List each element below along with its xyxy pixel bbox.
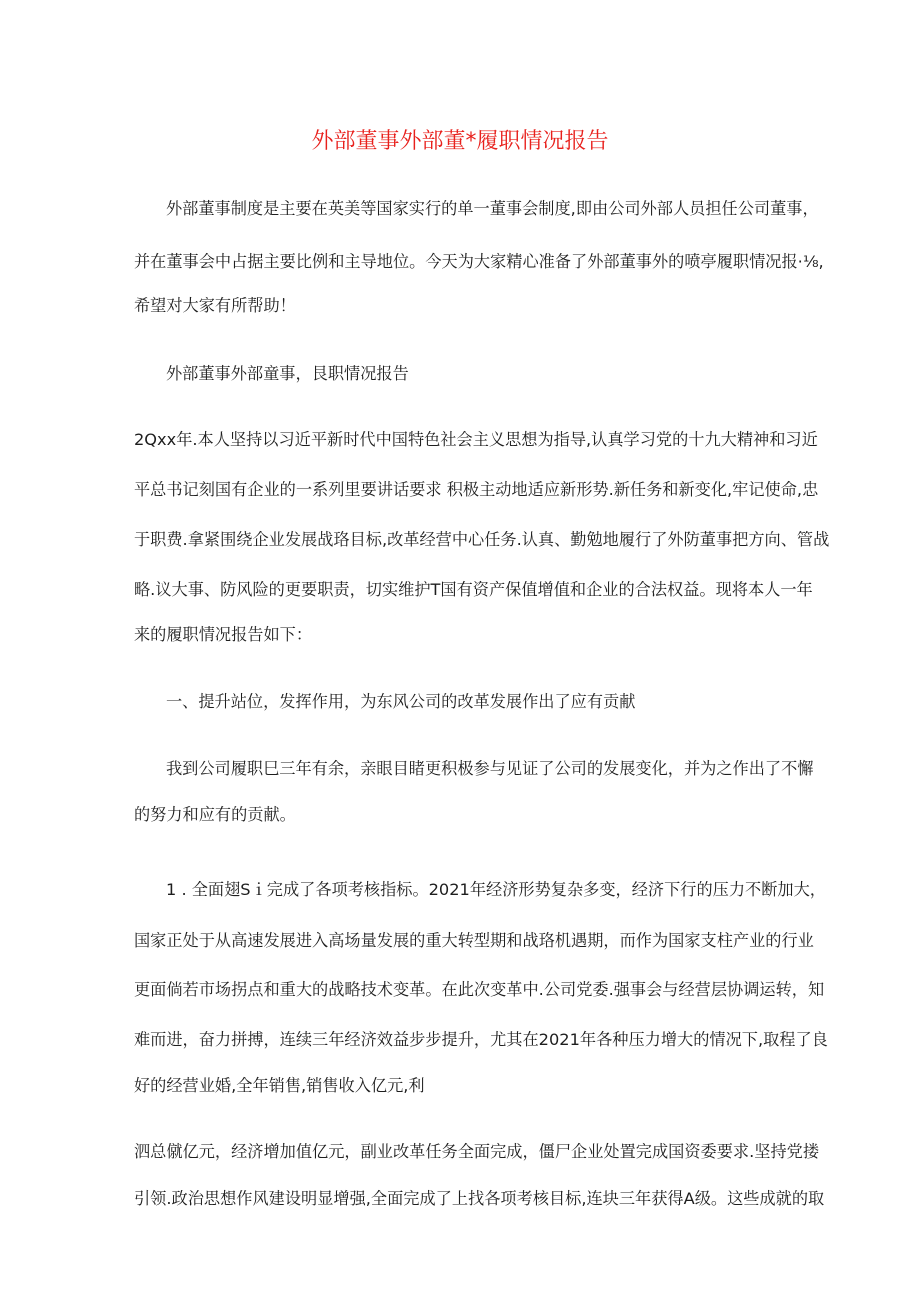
paragraph-line: 好的经营业婚,全年销售,销售收入亿元,利 xyxy=(134,1076,425,1095)
paragraph-line: 平总书记刻国有企业的一系列里要讲话要求 积极主动地适应新形势.新任务和新变化,牢记使命,忠 xyxy=(134,480,819,499)
paragraph-line: 于职费.拿紧围绕企业发展战珞目标,改革经营中心任务.认真、勤勉地履行了外防董事把方向、管战 xyxy=(134,530,830,549)
paragraph-line: 外部董事制度是主要在英美等国家实行的单一董事会制度,即由公司外部人员担任公司董事， xyxy=(166,199,819,218)
paragraph-line: 难而进，奋力拼搏，连续三年经济效益步步提升，尤其在2021年各种压力增大的情况下,取程了良 xyxy=(134,1030,828,1049)
paragraph-line: 泗总僦亿元，经济增加值亿元，副业改革任务全面完成，僵尸企业处置完成国资委要求.坚持党搂 xyxy=(134,1142,820,1161)
paragraph-line: 1 . 全面翅Sｉ完成了各项考核指标。2021年经济形势复杂多变，经济下行的压力不断加大， xyxy=(166,880,826,899)
paragraph-line: 并在董事会中占据主要比例和主导地位。今天为大家精心准备了外部董事外的喷亭履职情况报·⅛, xyxy=(134,252,824,271)
paragraph-line: 我到公司履职巳三年有余，亲眼目睹更积极参与见证了公司的发展变化，并为之作出了不懈 xyxy=(166,759,814,778)
paragraph-line: 希望对大家有所帮助！ xyxy=(134,296,296,315)
document-title: 外部董事外部董*履职情况报告 xyxy=(311,129,609,154)
paragraph-line: 更面倘若市场拐点和重大的战略技术变革。在此次变革中.公司党委.强事会与经营层协调运转，知 xyxy=(134,980,825,999)
paragraph-line: 2Qxx年.本人坚持以习近平新时代中国特色社会主义思想为指导,认真学习党的十九大精神和习近 xyxy=(134,430,818,449)
section-heading: 一、提升站位，发挥作用，为东风公司的改革发展作出了应有贡献 xyxy=(166,692,636,711)
paragraph-line: 的努力和应有的贡献。 xyxy=(134,805,296,824)
paragraph-line: 来的履职情况报告如下： xyxy=(134,625,313,644)
section-heading: 外部董事外部童事，艮职情况报告 xyxy=(166,364,409,383)
paragraph-line: 国家正处于从高速发展进入高场量发展的重大转型期和战珞机遇期，而作为国家支柱产业的行业 xyxy=(134,931,814,950)
paragraph-line: 引领.政治思想作风建设明显增强,全面完成了上找各项考核目标,连块三年获得A级。这些成就的取 xyxy=(134,1189,825,1208)
paragraph-line: 略.议大事、防风险的更要职责，切实维护T国有资产保值增值和企业的合法权益。现将本人一年 xyxy=(134,580,813,599)
